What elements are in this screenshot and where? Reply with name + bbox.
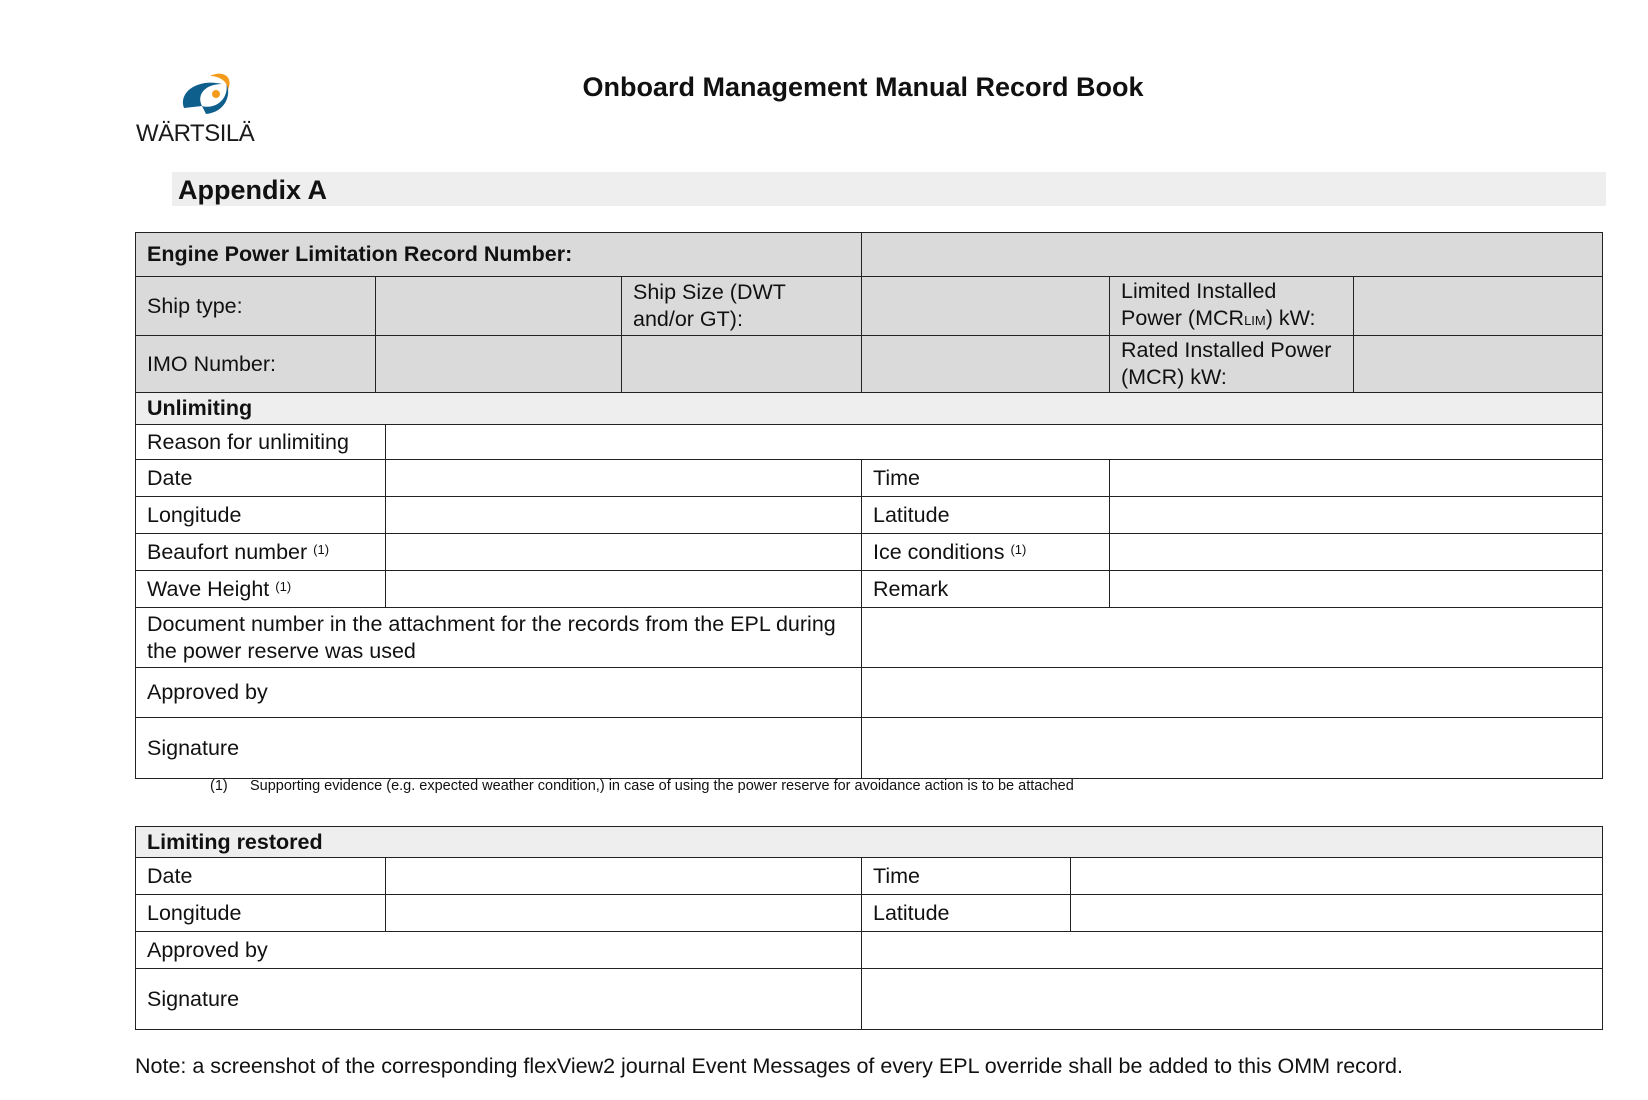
record-number-field[interactable] [862, 233, 1603, 277]
remark-label: Remark [862, 571, 1110, 608]
time-field[interactable] [1110, 460, 1603, 497]
appendix-heading: Appendix A [172, 172, 1606, 206]
signature-field[interactable] [862, 718, 1603, 779]
table-row [136, 827, 1603, 858]
limited-power-label: Limited Installed Power (MCRLIM) kW: [1110, 277, 1354, 336]
ship-size-field[interactable] [862, 277, 1110, 336]
table-row [136, 393, 1603, 425]
table-row [136, 277, 1603, 336]
restored-date-field[interactable] [386, 858, 862, 895]
restored-latitude-label: Latitude [862, 895, 1071, 932]
reason-label: Reason for unlimiting [136, 425, 386, 460]
page-title: Onboard Management Manual Record Book [582, 72, 1144, 102]
reason-field[interactable] [386, 425, 1603, 460]
table-row [136, 608, 1603, 668]
restored-time-field[interactable] [1071, 858, 1603, 895]
wave-height-label: Wave Height $^{(1)}$ [136, 571, 386, 608]
date-label: Date [136, 460, 386, 497]
rated-power-field[interactable] [1354, 336, 1603, 393]
table-row [136, 336, 1603, 393]
table-row [136, 571, 1603, 608]
restored-approved-label: Approved by [136, 932, 862, 969]
record-number-label: Engine Power Limitation Record Number: [136, 233, 862, 277]
limiting-restored-header: Limiting restored [136, 827, 1603, 858]
table-row [136, 668, 1603, 718]
table-row [136, 718, 1603, 779]
rated-power-label: Rated Installed Power (MCR) kW: [1110, 336, 1354, 393]
restored-date-label: Date [136, 858, 386, 895]
table-row [136, 497, 1603, 534]
table-row [136, 425, 1603, 460]
beaufort-field[interactable] [386, 534, 862, 571]
signature-label: Signature [136, 718, 862, 779]
restored-signature-field[interactable] [862, 969, 1603, 1030]
limiting-restored-table [135, 826, 1603, 1030]
logo-wordmark: WÄRTSILÄ [136, 120, 255, 147]
table-row [136, 534, 1603, 571]
latitude-field[interactable] [1110, 497, 1603, 534]
document-number-field[interactable] [862, 608, 1603, 668]
table-row [136, 858, 1603, 895]
ship-type-field[interactable] [376, 277, 622, 336]
restored-signature-label: Signature [136, 969, 862, 1030]
imo-extra-field[interactable] [622, 336, 862, 393]
ship-size-label: Ship Size (DWT and/or GT): [622, 277, 862, 336]
table-row [136, 969, 1603, 1030]
remark-field[interactable] [1110, 571, 1603, 608]
ship-type-label: Ship type: [136, 277, 376, 336]
longitude-label: Longitude [136, 497, 386, 534]
beaufort-label: Beaufort number $^{(1)}$ [136, 534, 386, 571]
footnote [210, 778, 1074, 794]
note-text: Note: a screenshot of the corresponding flexView2 journal Event Messages of every EPL override shall be added to this OMM record. [135, 1054, 1403, 1078]
ice-conditions-label: Ice conditions $^{(1)}$ [862, 534, 1110, 571]
longitude-field[interactable] [386, 497, 862, 534]
imo-extra-field-2[interactable] [862, 336, 1110, 393]
time-label: Time [862, 460, 1110, 497]
date-field[interactable] [386, 460, 862, 497]
table-row [136, 895, 1603, 932]
document-number-label: Document number in the attachment for the records from the EPL during the power reserve was used [136, 608, 862, 668]
imo-field[interactable] [376, 336, 622, 393]
limited-power-field[interactable] [1354, 277, 1603, 336]
record-table [135, 232, 1603, 779]
approved-by-field[interactable] [862, 668, 1603, 718]
latitude-label: Latitude [862, 497, 1110, 534]
imo-label: IMO Number: [136, 336, 376, 393]
restored-time-label: Time [862, 858, 1071, 895]
restored-latitude-field[interactable] [1071, 895, 1603, 932]
footnote-text: Supporting evidence (e.g. expected weather condition,) in case of using the power reserve for avoidance action is to be attached [250, 778, 1074, 794]
restored-longitude-field[interactable] [386, 895, 862, 932]
restored-longitude-label: Longitude [136, 895, 386, 932]
ice-conditions-field[interactable] [1110, 534, 1603, 571]
approved-by-label: Approved by [136, 668, 862, 718]
table-row [136, 932, 1603, 969]
unlimiting-section-header: Unlimiting [136, 393, 1603, 425]
wave-height-field[interactable] [386, 571, 862, 608]
restored-approved-field[interactable] [862, 932, 1603, 969]
table-row [136, 233, 1603, 277]
table-row [136, 460, 1603, 497]
footnote-marker: (1) [210, 778, 228, 794]
